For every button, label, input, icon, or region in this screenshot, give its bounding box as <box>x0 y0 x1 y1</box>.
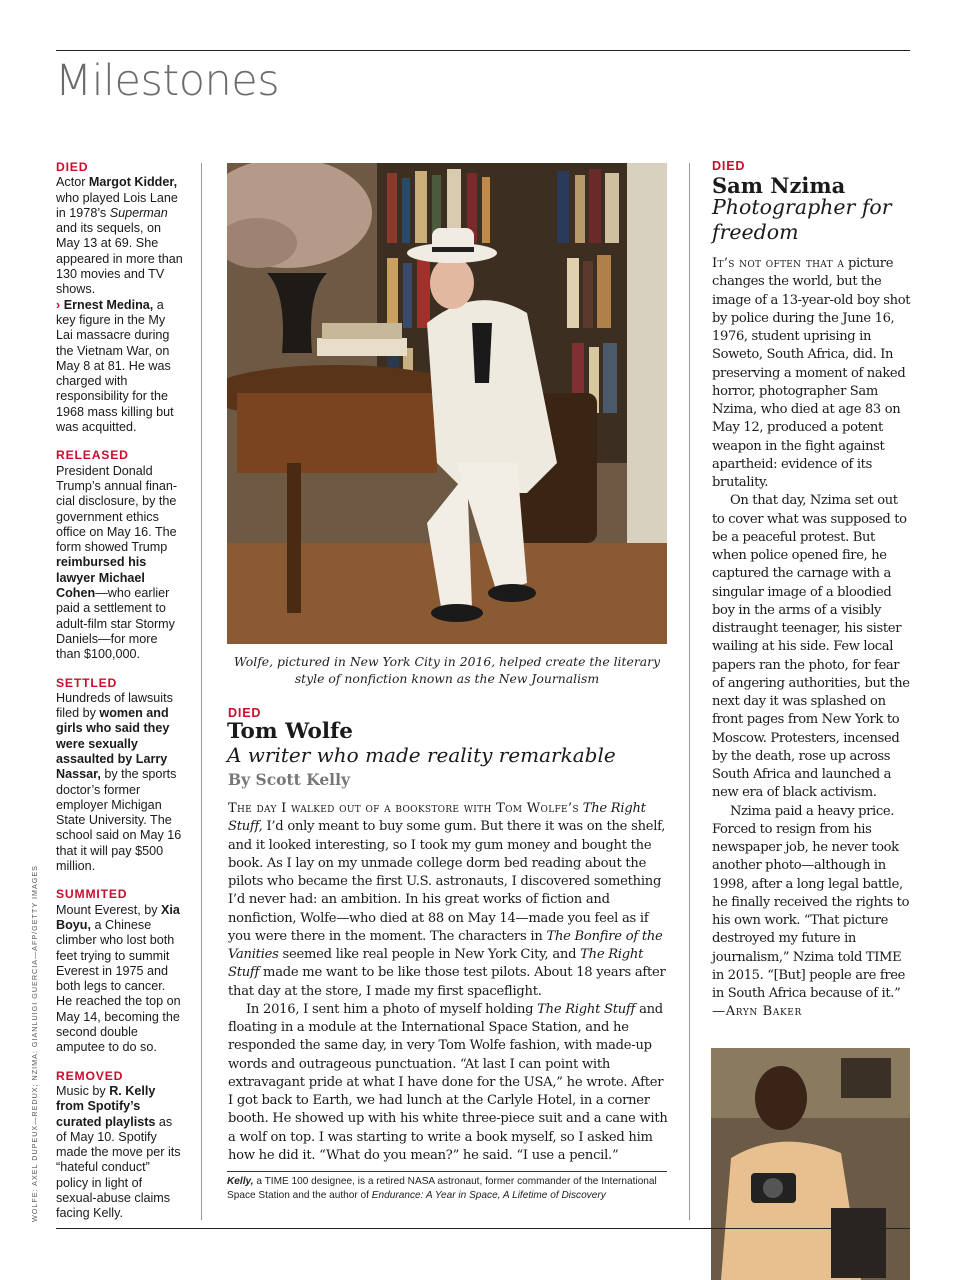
summited-text-1: Mount Everest, by <box>56 902 161 917</box>
entry-released <box>56 448 184 662</box>
kidder-item <box>56 175 184 297</box>
lead-in: It’s not often that a <box>712 256 845 271</box>
paragraph <box>228 800 668 1001</box>
text: and floating in a module at the International Space Station, and he responded the same day, in very Tom Wolfe fashion, with made-up words and outrageous punctuation. “At last I can point with extravagant pride at what I have done for the USA,” he wrote. After I got back to Earth, we had lunch at the Carlyle Hotel, in a corner booth. He showed up with his white three-piece suit and a cane with a wolf on top. I was starting to write a book myself, so I asked him how he did it. “What do you mean?” he said. “I use a pencil.” <box>228 1001 668 1163</box>
arrow-icon: › <box>56 297 61 312</box>
paragraph <box>228 1001 668 1165</box>
article-body-wolfe <box>228 800 668 1165</box>
top-rule <box>56 50 910 51</box>
column-divider-right <box>689 163 690 1220</box>
medina-name: Ernest Medina, <box>63 297 154 312</box>
summited-text-2: a Chinese climber who lost both feet trying to summit Everest in 1975 and both legs to cancer. He reached the top on May 14, becoming the second double amputee to do so. <box>56 917 181 1055</box>
bottom-rule <box>56 1228 910 1229</box>
settled-bold: women and girls who said they were sexually assaulted by Larry Nassar, <box>56 706 170 782</box>
author-note <box>227 1175 667 1202</box>
page-title: Milestones <box>55 56 280 106</box>
kidder-film: Superman <box>109 205 168 220</box>
book-title: The Bonfire of the Vanities <box>228 928 663 962</box>
note-rule <box>227 1171 667 1172</box>
medina-item <box>56 298 184 436</box>
photo-caption: Wolfe, pictured in New York City in 2016, helped create the literary style of nonfiction known as the New Journalism <box>233 654 661 686</box>
obituary-name-wolfe: Tom Wolfe <box>227 719 353 744</box>
photo-credit: WOLFE: AXEL DUPEUX—REDUX; NZIMA: GIANLUIGI GUERCIA—AFP/GETTY IMAGES <box>30 865 39 1222</box>
book-title: The Right Stuff <box>537 1001 636 1017</box>
released-text-1: President Donald Trump’s annual finan-cial disclosure, by the government ethics office on May 16. The form showed Trump <box>56 463 178 555</box>
label-summited: SUMMITED <box>56 887 128 902</box>
paragraph <box>712 255 912 492</box>
obituary-dek-wolfe: A writer who made reality remarkable <box>227 743 616 767</box>
entry-died <box>56 160 184 435</box>
signature: —Aryn Baker <box>712 1004 802 1020</box>
paragraph <box>712 803 912 1022</box>
left-column <box>56 160 184 1235</box>
obituary-dek-nzima: Photographer for freedom <box>712 195 892 244</box>
label-removed: REMOVED <box>56 1068 124 1083</box>
kidder-mid: who played Lois Lane in 1978’s <box>56 190 178 220</box>
label-died-nzima: DIED <box>712 159 746 173</box>
settled-text-2: by the sports doctor’s former employer Michigan State University. The school said on May 16 that it will pay $500 million. <box>56 767 182 874</box>
text: Nzima paid a heavy price. Forced to resign from his newspaper job, he never took another photo—although in 1998, after a long legal battle, he finally received the rights to his own work. “That picture destroyed my future in journalism,” Nzima told TIME in 2015. “[But] people are free in South Africa because of it.” <box>712 803 910 1001</box>
tom-wolfe-photo <box>227 163 667 644</box>
text: I’d only meant to buy some gum. But there it was on the shelf, and it looked interesting, so I took my gum money and bought the book. As I lay on my unmade college dorm bed reading about the pilots who became the first U.S. astronauts, I discovered something I’d never had: an ambition. In his great works of fiction and nonfiction, Wolfe—who died at 88 on May 14—made you feel as if you were there in the moment. The characters in <box>228 819 666 944</box>
summited-bold: Xia Boyu, <box>56 902 180 932</box>
removed-bold: R. Kelly from Spotify’s curated playlists <box>56 1083 156 1129</box>
note-text: a TIME 100 designee, is a retired NASA astronaut, former commander of the International Space Station and the author of <box>227 1176 657 1201</box>
byline: By Scott Kelly <box>228 770 350 789</box>
book-title: The Right Stuff, <box>228 801 646 835</box>
label-died-wolfe: DIED <box>228 706 262 720</box>
entry-summited <box>56 887 184 1055</box>
text: In 2016, I sent him a photo of myself holding <box>246 1001 538 1017</box>
paragraph: On that day, Nzima set out to cover what was supposed to be a peaceful protest. But when police opened fire, he captured the carnage with a singular image of a bloodied boy in the arms of a visibly distraught teenager, his sister wailing at his side. Few local papers ran the photo, for fear of angering authorities, but the next day it was splashed on front pages from New York to Moscow. Protesters, incensed by the death, rose up across South Africa and launched a new era of black activism. <box>712 493 910 801</box>
entry-settled <box>56 676 184 875</box>
entry-removed <box>56 1069 184 1222</box>
kidder-pre: Actor <box>56 175 89 190</box>
removed-text-2: as of May 10. Spotify made the move per its “hateful conduct” policy in light of sexual-abuse claims facing Kelly. <box>56 1114 181 1221</box>
label-settled: SETTLED <box>56 675 118 690</box>
text: seemed like real people in New York City, and <box>278 947 581 962</box>
article-body-nzima <box>712 255 912 1022</box>
settled-text-1: Hundreds of lawsuits filed by <box>56 690 173 721</box>
medina-text: a key figure in the My Lai massacre during the Vietnam War, on May 8 at 81. He was charged with responsibility for the 1968 mass killing but was acquitted. <box>56 297 174 435</box>
note-name: Kelly, <box>227 1176 254 1187</box>
note-book-title: Endurance: A Year in Space, A Lifetime of Discovery <box>371 1189 606 1201</box>
column-divider-left <box>201 163 202 1220</box>
kidder-post: and its sequels, on May 13 at 69. She appeared in more than 130 movies and TV shows. <box>56 221 183 297</box>
kidder-name: Margot Kidder, <box>88 175 178 190</box>
book-title: The Right Stuff <box>228 947 644 981</box>
label-died: DIED <box>56 160 89 174</box>
lead-in: The day I walked out of a bookstore with Tom Wolfe’s <box>228 801 579 816</box>
released-text-2: —who earlier paid a settlement to adult-film star Stormy Daniels—for more than $100,000. <box>56 586 175 662</box>
released-bold: reimbursed his lawyer Michael Cohen <box>56 555 147 601</box>
text: picture changes the world, but the image of a 13-year-old boy shot by police during the June 16, 1976, student uprising in Soweto, South Africa, did. In preserving a moment of naked horror, photographer Sam Nzima, who died at age 83 on May 12, produced a potent weapon in the fight against apartheid: evidence of its brutality. <box>712 256 911 490</box>
removed-text-1: Music by <box>56 1083 110 1098</box>
obituary-name-nzima: Sam Nzima <box>712 173 846 198</box>
sam-nzima-photo <box>711 1048 910 1280</box>
label-released: RELEASED <box>56 448 129 463</box>
text: made me want to be like those test pilots. About 18 years after that day at the store, I made my first spaceflight. <box>228 965 666 999</box>
